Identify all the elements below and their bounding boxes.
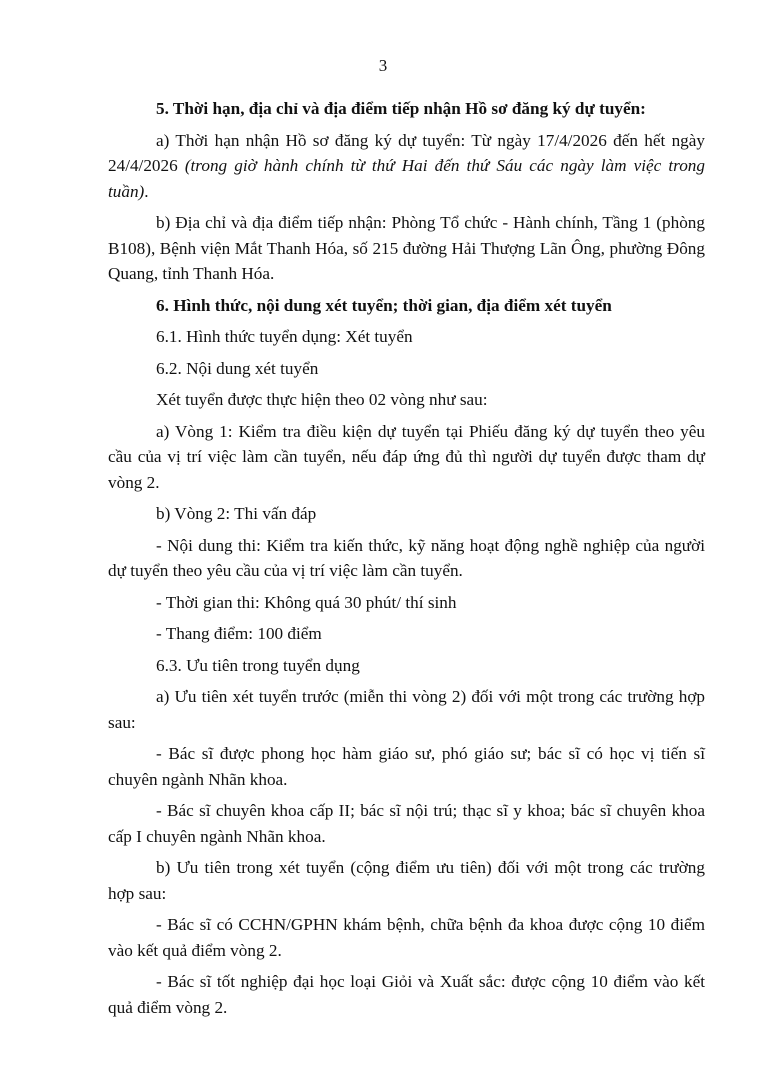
section-6-2-paragraph: 6.2. Nội dung xét tuyển bbox=[156, 358, 319, 378]
section-6-1-paragraph: 6.1. Hình thức tuyển dụng: Xét tuyển bbox=[156, 327, 413, 346]
round-1-paragraph: a) Vòng 1: Kiểm tra điều kiện dự tuyển tại Phiếu đăng ký dự tuyển theo yêu cầu của vị trí việc làm cần tuyển, nếu đáp ứng đủ thì người dự tuyển được tham dự vòng 2. bbox=[108, 421, 705, 492]
document-body bbox=[108, 96, 705, 1026]
section-5a-paragraph bbox=[108, 128, 705, 205]
round-2-paragraph: b) Vòng 2: Thi vấn đáp bbox=[156, 504, 317, 523]
priority-a-paragraph: a) Ưu tiên xét tuyển trước (miễn thi vòng 2) đối với một trong các trường hợp sau: bbox=[108, 687, 705, 732]
section-6-3-paragraph: 6.3. Ưu tiên trong tuyển dụng bbox=[156, 655, 360, 675]
section-5-heading: 5. Thời hạn, địa chỉ và địa điểm tiếp nhận Hồ sơ đăng ký dự tuyển: bbox=[156, 99, 646, 118]
priority-a-item-1: - Bác sĩ được phong học hàm giáo sư, phó giáo sư; bác sĩ có học vị tiến sĩ chuyên ngành Nhãn khoa. bbox=[108, 744, 705, 789]
priority-a-item-2: - Bác sĩ chuyên khoa cấp II; bác sĩ nội trú; thạc sĩ y khoa; bác sĩ chuyên khoa cấp I chuyên ngành Nhãn khoa. bbox=[108, 801, 705, 846]
section-5b-paragraph: b) Địa chỉ và địa điểm tiếp nhận: Phòng Tổ chức - Hành chính, Tầng 1 (phòng B108), Bệnh viện Mắt Thanh Hóa, số 215 đường Hải Thượng Lãn Ông, phường Đông Quang, tỉnh Thanh Hóa. bbox=[108, 213, 705, 283]
priority-b-item-2: - Bác sĩ tốt nghiệp đại học loại Giỏi và Xuất sắc: được cộng 10 điểm vào kết quả điểm vòng 2. bbox=[108, 972, 705, 1017]
section-5a-italic-note: (trong giờ hành chính từ thứ Hai đến thứ Sáu các ngày làm việc trong tuần) bbox=[108, 156, 705, 201]
section-6-heading: 6. Hình thức, nội dung xét tuyển; thời gian, địa điểm xét tuyển bbox=[156, 295, 612, 315]
section-5a-tail: . bbox=[144, 181, 149, 201]
section-5a-text: a) Thời hạn nhận Hồ sơ đăng ký dự tuyển: Từ ngày 17/4/2026 đến hết ngày 24/4/2026 bbox=[108, 130, 705, 175]
priority-b-paragraph: b) Ưu tiên trong xét tuyển (cộng điểm ưu tiên) đối với một trong các trường hợp sau: bbox=[108, 858, 705, 903]
score-scale-paragraph: - Thang điểm: 100 điểm bbox=[156, 624, 322, 643]
rounds-intro-paragraph: Xét tuyển được thực hiện theo 02 vòng như sau: bbox=[156, 390, 488, 409]
exam-content-paragraph: - Nội dung thi: Kiểm tra kiến thức, kỹ năng hoạt động nghề nghiệp của người dự tuyển theo yêu cầu của vị trí việc làm cần tuyển. bbox=[108, 535, 705, 580]
priority-b-item-1: - Bác sĩ có CCHN/GPHN khám bệnh, chữa bệnh đa khoa được cộng 10 điểm vào kết quả điểm vòng 2. bbox=[108, 915, 705, 960]
page-number: 3 bbox=[378, 56, 388, 75]
exam-time-paragraph: - Thời gian thi: Không quá 30 phút/ thí sinh bbox=[156, 592, 457, 612]
